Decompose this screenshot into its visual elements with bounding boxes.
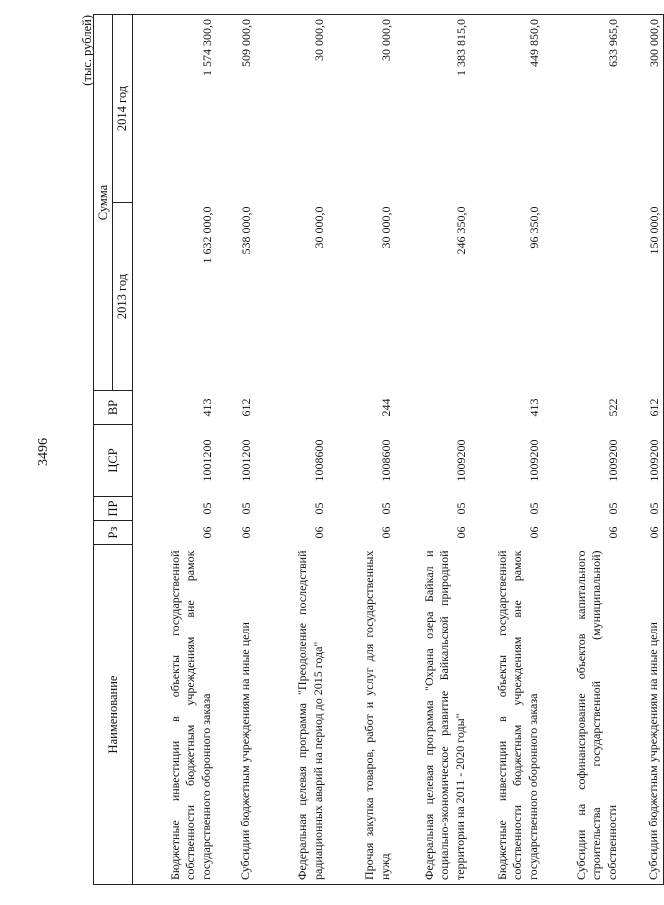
row-vr: 244 [378,398,393,417]
row-csr: 1009200 [526,439,541,482]
row-rz: 06 [605,526,620,539]
row-pr: 05 [238,502,253,515]
row-2013 [543,203,622,391]
row-2013: 246 350,0 [453,206,468,255]
row-pr: 05 [622,497,664,521]
header-pr: ПР [94,497,133,521]
header-sum: Сумма [94,15,113,391]
page-number: 3496 [36,438,51,466]
row-2013: 30 000,0 [311,206,326,249]
table-body [132,15,663,885]
row-vr [395,391,470,425]
row-rz: 06 [526,526,541,539]
row-name: Субсидии бюджетным учреждениям на иные цели [216,545,255,885]
row-2013: 538 000,0 [238,206,253,255]
header-csr: ЦСР [94,425,133,497]
row-2014: 1 574 300,0 [132,15,216,203]
table-row [470,15,543,885]
row-csr: 1009200 [605,439,620,482]
table-row [216,15,255,885]
header-name: Наименование [94,545,133,885]
header-vr: ВР [94,391,133,425]
row-vr: 612 [238,398,253,417]
table-row [328,15,395,885]
row-rz: 06 [199,526,214,539]
row-vr: 522 [605,398,620,417]
budget-table [93,14,664,885]
row-csr: 1001200 [238,439,253,482]
row-name: Прочая закупка товаров, работ и услуг для государственных нужд [328,545,395,885]
header-2014: 2014 год [113,15,132,203]
row-2013: 96 350,0 [526,206,541,249]
row-name: Федеральная целевая программа "Охрана озера Байкал и социально-экономическое развитие Байкальской природной территории на 2011 - 2020 годы" [395,545,470,885]
row-2013: 1 632 000,0 [199,206,214,264]
row-rz: 06 [238,526,253,539]
table-row [255,15,328,885]
row-2013: 30 000,0 [378,206,393,249]
row-vr: 413 [526,398,541,417]
row-pr: 05 [378,502,393,515]
row-pr: 05 [453,502,468,515]
row-2014: 449 850,0 [470,15,543,203]
row-rz: 06 [622,521,664,545]
row-name: Субсидии на софинансирование объектов капитального строительства государственной (муниципальной) собственности [543,545,622,885]
row-2014: 30 000,0 [255,15,328,203]
table-row [395,15,470,885]
row-pr: 05 [605,502,620,515]
table-row [622,15,664,885]
row-csr: 1009200 [453,439,468,482]
header-rz: Рз [94,521,133,545]
row-pr: 05 [311,502,326,515]
row-rz: 06 [378,526,393,539]
row-csr: 1001200 [199,439,214,482]
row-vr: 612 [622,391,664,425]
row-2014: 509 000,0 [216,15,255,203]
row-csr: 1008600 [378,439,393,482]
row-vr: 413 [199,398,214,417]
table-header [94,15,133,885]
row-2014: 633 965,0 [543,15,622,203]
row-name: Федеральная целевая программа "Преодоление последствий радиационных аварий на период до 2015 года" [255,545,328,885]
table-row [132,15,216,885]
row-pr: 05 [526,502,541,515]
row-2014: 1 383 815,0 [395,15,470,203]
table-row [543,15,622,885]
row-name: Субсидии бюджетным учреждениям на иные цели [622,545,664,885]
row-name: Бюджетные инвестиции в объекты государственной собственности бюджетным учреждениям вне рамок государственного оборонного заказа [470,545,543,885]
row-csr: 1008600 [311,439,326,482]
row-pr: 05 [199,502,214,515]
row-rz: 06 [311,526,326,539]
rotated-sheet [79,15,661,885]
row-rz: 06 [453,526,468,539]
row-csr: 1009200 [622,425,664,497]
row-2013: 150 000,0 [622,203,664,391]
row-2014: 300 000,0 [622,15,664,203]
row-2014: 30 000,0 [328,15,395,203]
units-label: (тыс. рублей) [80,15,94,86]
row-vr [255,391,328,425]
row-name: Бюджетные инвестиции в объекты государственной собственности бюджетным учреждениям вне рамок государственного оборонного заказа [132,545,216,885]
header-2013: 2013 год [113,203,132,391]
